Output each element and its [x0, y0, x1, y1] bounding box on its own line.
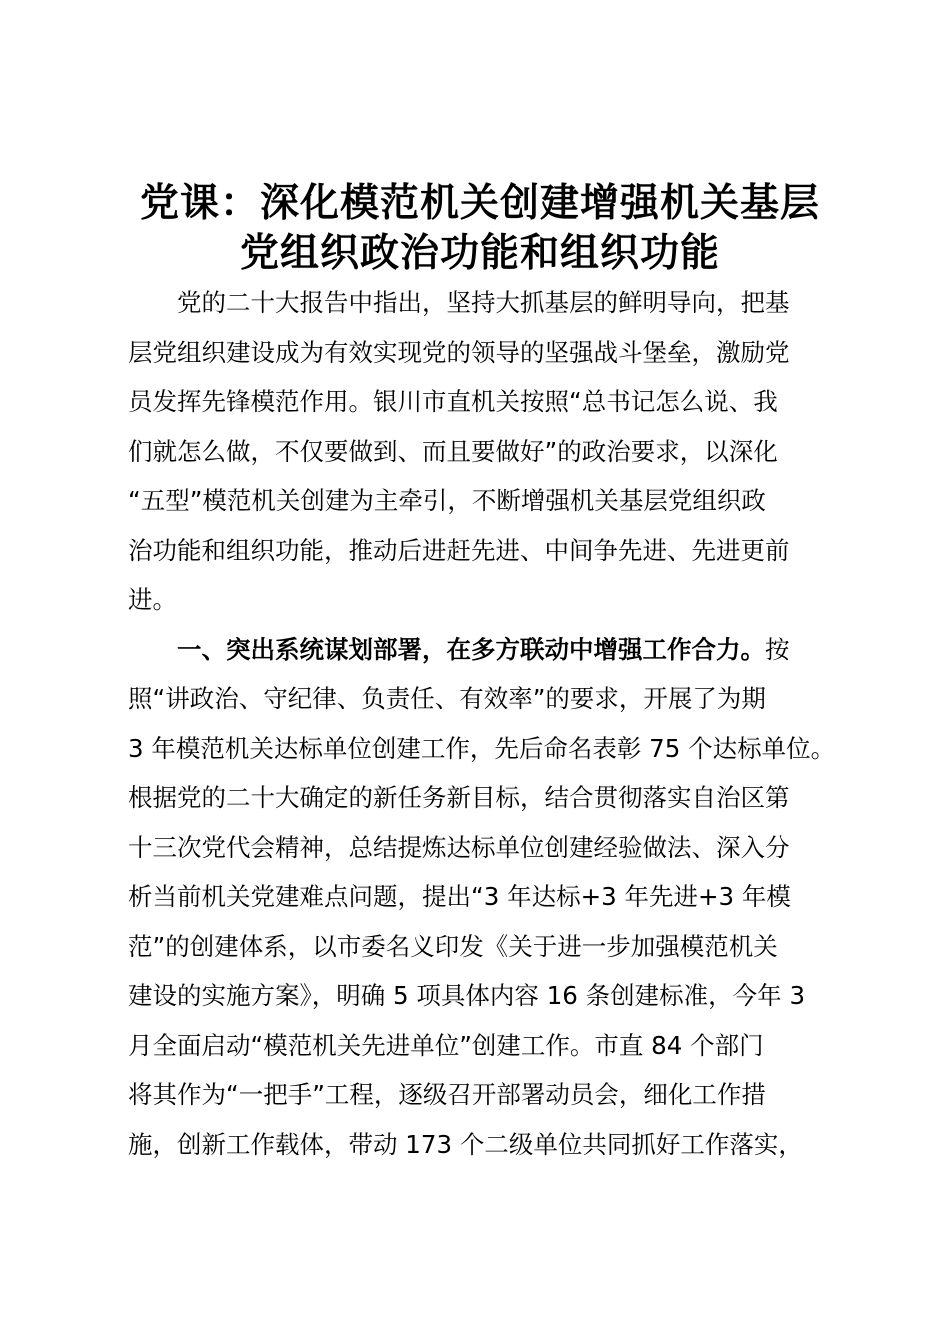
- text-line: 们就怎么做，不仅要做到、而且要做好”的政治要求，以深化: [128, 436, 778, 466]
- text-line: 根据党的二十大确定的新任务新目标，结合贯彻落实自治区第: [128, 783, 790, 812]
- text-line: 施，创新工作载体，带动 173 个二级单位共同抓好工作落实，: [128, 1129, 803, 1159]
- text-line: 进。: [128, 585, 177, 614]
- title-line-1: 党课：深化模范机关创建增强机关基层: [139, 180, 820, 226]
- document-title: [110, 178, 850, 278]
- text-line: 十三次党代会精神，总结提炼达标单位创建经验做法、深入分: [128, 832, 790, 862]
- text-line: 建设的实施方案》，明确 5 项具体内容 16 条创建标准，今年 3: [128, 981, 806, 1010]
- section-heading: 一、突出系统谋划部署，在多方联动中增强工作合力。: [177, 634, 765, 664]
- text-line: 将其作为“一把手”工程，逐级召开部署动员会，细化工作措: [128, 1080, 766, 1109]
- text-line: 党的二十大报告中指出，坚持大抓基层的鲜明导向，把基: [177, 288, 790, 317]
- text-line: 月全面启动“模范机关先进单位”创建工作。市直 84 个部门: [128, 1030, 764, 1060]
- text-line: 层党组织建设成为有效实现党的领导的坚强战斗堡垒，激励党: [128, 337, 790, 367]
- paragraph-section-1: [128, 625, 836, 1170]
- title-line-2: 党组织政治功能和组织功能: [239, 230, 720, 276]
- text-line: 照“讲政治、守纪律、负责任、有效率”的要求，开展了为期: [128, 684, 766, 713]
- text-line: 治功能和组织功能，推动后进赶先进、中间争先进、先进更前: [128, 535, 790, 565]
- text-line: 析当前机关党建难点问题，提出“3 年达标+3 年先进+3 年模: [128, 882, 791, 911]
- text-line: “五型”模范机关创建为主牵引，不断增强机关基层党组织政: [128, 486, 766, 515]
- document-body: [128, 278, 836, 1169]
- paragraph-intro: [128, 278, 833, 625]
- section-heading-line: [128, 625, 833, 675]
- text-line: 3 年模范机关达标单位创建工作，先后命名表彰 75 个达标单位。: [128, 733, 836, 763]
- text-line: 员发挥先锋模范作用。银川市直机关按照“总书记怎么说、我: [128, 387, 778, 416]
- text-line: 范”的创建体系，以市委名义印发《关于进一步加强模范机关: [128, 931, 778, 961]
- section-heading-tail: 按: [765, 634, 790, 664]
